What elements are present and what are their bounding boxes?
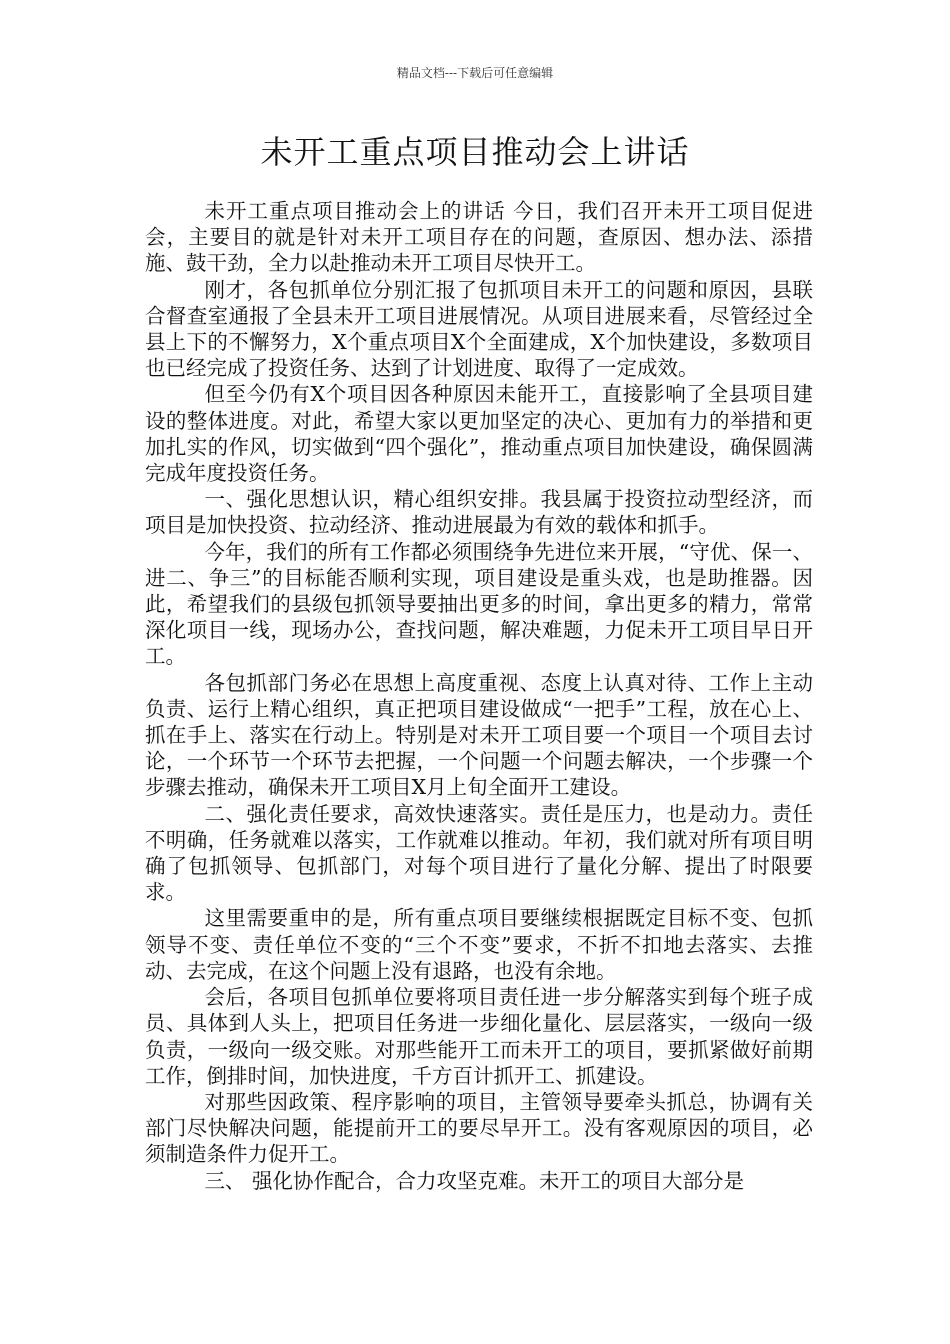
paragraph: 一、强化思想认识，精心组织安排。我县属于投资拉动型经济，而项目是加快投资、拉动经济、推动进展最为有效的载体和抓手。 — [145, 487, 813, 538]
paragraph: 这里需要重申的是，所有重点项目要继续根据既定目标不变、包抓领导不变、责任单位不变的“三个不变”要求，不折不扣地去落实、去推动、去完成，在这个问题上没有退路，也没有余地。 — [145, 906, 813, 983]
paragraph: 各包抓部门务必在思想上高度重视、态度上认真对待、工作上主动负责、运行上精心组织，真正把项目建设做成“一把手”工程，放在心上、抓在手上、落实在行动上。特别是对未开工项目要一个项目一个项目去讨论，一个环节一个环节去把握，一个问题一个问题去解决，一个步骤一个步骤去推动，确保未开工项目X月上旬全面开工建设。 — [145, 670, 813, 800]
paragraph: 会后，各项目包抓单位要将项目责任进一步分解落实到每个班子成员、具体到人头上，把项目任务进一步细化量化、层层落实，一级向一级负责，一级向一级交账。对那些能开工而未开工的项目，要抓紧做好前期工作，倒排时间，加快进度，千方百计抓开工、抓建设。 — [145, 985, 813, 1088]
paragraph: 三、 强化协作配合，合力攻坚克难。未开工的项目大部分是 — [204, 1168, 744, 1193]
paragraph: 未开工重点项目推动会上的讲话 今日，我们召开未开工项目促进会，主要目的就是针对未开工项目存在的问题，查原因、想办法、添措施、鼓干劲，全力以赴推动未开工项目尽快开工。 — [145, 199, 813, 276]
document-title: 未开工重点项目推动会上讲话 — [260, 133, 690, 171]
paragraph: 二、强化责任要求，高效快速落实。责任是压力，也是动力。责任不明确，任务就难以落实，工作就难以推动。年初，我们就对所有项目明确了包抓领导、包抓部门，对每个项目进行了量化分解、提出了时限要求。 — [145, 801, 813, 905]
page-header-note: 精品文档---下载后可任意编辑 — [396, 66, 554, 80]
paragraph: 但至今仍有X个项目因各种原因未能开工，直接影响了全县项目建设的整体进度。对此，希望大家以更加坚定的决心、更加有力的举措和更加扎实的作风，切实做到“四个强化”，推动重点项目加快建设，确保圆满完成年度投资任务。 — [145, 382, 813, 486]
document-body — [145, 198, 813, 1194]
paragraph: 对那些因政策、程序影响的项目，主管领导要牵头抓总，协调有关部门尽快解决问题，能提前开工的要尽早开工。没有客观原因的项目，必须制造条件力促开工。 — [145, 1089, 813, 1167]
paragraph: 今年，我们的所有工作都必须围绕争先进位来开展，“守优、保一、进二、争三”的目标能否顺利实现，项目建设是重头戏，也是助推器。因此，希望我们的县级包抓领导要抽出更多的时间，拿出更多的精力，常常深化项目一线，现场办公，查找问题，解决难题，力促未开工项目早日开工。 — [145, 539, 813, 669]
paragraph: 刚才，各包抓单位分别汇报了包抓项目未开工的问题和原因，县联合督查室通报了全县未开工项目进展情况。从项目进展来看，尽管经过全县上下的不懈努力，X个重点项目X个全面建成，X个加快建设，多数项目也已经完成了投资任务、达到了计划进度、取得了一定成效。 — [145, 277, 813, 381]
